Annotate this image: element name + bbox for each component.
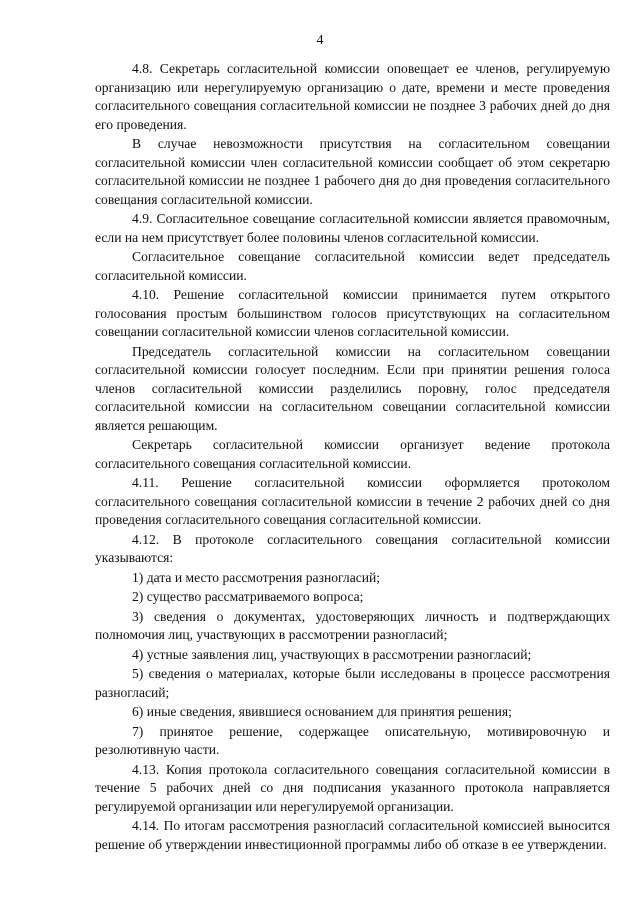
- page-number: 4: [316, 33, 324, 48]
- list-item-4: 4) устные заявления лиц, участвующих в рассмотрении разногласий;: [132, 646, 532, 662]
- paragraph-4-9: 4.9. Согласительное совещание согласительной комиссии является правомочным, если на нем присутствует более половины членов согласительной комиссии.: [95, 211, 610, 245]
- paragraph-4-10-secretary: Секретарь согласительной комиссии организует ведение протокола согласительного совещания согласительной комиссии.: [95, 437, 610, 471]
- paragraph-4-8: 4.8. Секретарь согласительной комиссии оповещает ее членов, регулируемую организацию или нерегулируемую организацию о дате, времени и месте проведения согласительного совещания согласительной комиссии не позднее 3 рабочих дней до дня его проведения.: [95, 61, 610, 132]
- paragraph-4-9-chair: Согласительное совещание согласительной комиссии ведет председатель согласительной комиссии.: [95, 249, 610, 283]
- paragraph-4-11: 4.11. Решение согласительной комиссии оформляется протоколом согласительного совещания согласительной комиссии в течение 2 рабочих дней со дня проведения согласительного совещания согласительной комиссии.: [95, 475, 610, 527]
- list-item-2: 2) существо рассматриваемого вопроса;: [132, 589, 364, 604]
- paragraph-4-12: 4.12. В протоколе согласительного совещания согласительной комиссии указываются:: [95, 531, 610, 565]
- list-item-1: 1) дата и место рассмотрения разногласий;: [132, 569, 381, 585]
- list-item-6: 6) иные сведения, явившиеся основанием для принятия решения;: [132, 704, 512, 719]
- paragraph-4-10-chair-vote: Председатель согласительной комиссии на согласительном совещании согласительной комиссии голосует последним. Если при принятии решения голоса членов согласительной комиссии разделились поровну, голос председателя согласительной комиссии на согласительном совещании согласительной комиссии является решающим.: [95, 343, 610, 433]
- list-item-3: 3) сведения о документах, удостоверяющих личность и подтверждающих полномочия лиц, участвующих в рассмотрении разногласий;: [95, 608, 610, 642]
- document-body: [95, 60, 610, 855]
- paragraph-4-13: 4.13. Копия протокола согласительного совещания согласительной комиссии в течение 5 рабочих дней со дня подписания указанного протокола направляется регулируемой организации или нерегулируемой организации.: [95, 761, 610, 814]
- paragraph-4-10: 4.10. Решение согласительной комиссии принимается путем открытого голосования простым большинством голосов присутствующих на согласительном совещании согласительной комиссии членов согласительной комиссии.: [95, 287, 610, 339]
- list-item-5: 5) сведения о материалах, которые были исследованы в процессе рассмотрения разногласий;: [95, 666, 610, 700]
- paragraph-4-14: 4.14. По итогам рассмотрения разногласий согласительной комиссией выносится решение об утверждении инвестиционной программы либо об отказе в ее утверждении.: [95, 818, 610, 852]
- paragraph-4-8-absence: В случае невозможности присутствия на согласительном совещании согласительной комиссии член согласительной комиссии сообщает об этом секретарю согласительной комиссии не позднее 1 рабочего дня до дня проведения согласительного совещания согласительной комиссии.: [95, 136, 610, 207]
- list-item-7: 7) принятое решение, содержащее описательную, мотивировочную и резолютивную части.: [95, 723, 610, 757]
